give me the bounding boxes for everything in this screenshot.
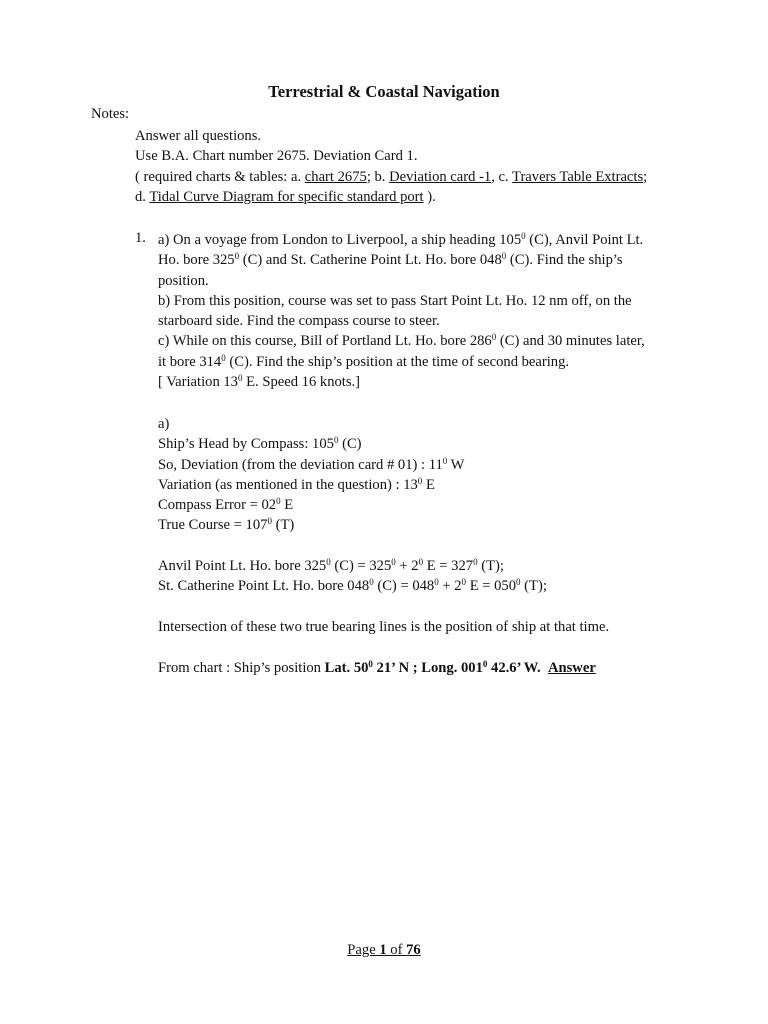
answer-deviation: So, Deviation (from the deviation card # 01) : $11^0$ W (158, 455, 465, 473)
notes-list (135, 126, 647, 207)
question-c-line: it bore $314^0$ (C). Find the ship’s position at the time of second bearing. (158, 352, 570, 370)
current-page-number: 1 (379, 942, 387, 958)
answer-compass-error: Compass Error = $02^0$ E (158, 496, 294, 514)
note-chart-number: Use B.A. Chart number 2675. Deviation Card 1. (135, 148, 418, 165)
spacer (158, 597, 609, 617)
question-text (158, 230, 673, 392)
answer-variation: Variation (as mentioned in the question) : $13^0$ E (158, 475, 435, 493)
answer-ship-position: From chart : Ship’s position Lat. $50^0$ 21’ N ; Long. $001^0$ 42.6’ W. Answer (158, 658, 596, 676)
question-number: 1. (135, 230, 146, 246)
answer-ships-head: Ship’s Head by Compass: $105^0$ (C) (158, 435, 362, 453)
page-footer: Page 1 of 76 (347, 942, 421, 958)
page-title: Terrestrial & Coastal Navigation (268, 82, 500, 101)
answer-anvil-bearing: Anvil Point Lt. Ho. bore $325^0$ $(C) = 325^0 + 2^0$ $E = 327^0$ (T); (158, 557, 504, 575)
question-b-line: starboard side. Find the compass course to steer. (158, 313, 440, 330)
notes-label: Notes: (91, 106, 130, 122)
answer-block (158, 414, 609, 678)
question-a-line: position. (158, 272, 209, 289)
note-required-charts: ( required charts & tables: a. chart 2675; b. Deviation card -1, c. Travers Table Extracts; (135, 168, 648, 185)
answer-word: Answer (547, 659, 596, 676)
link-deviation-card[interactable]: Deviation card -1 (389, 168, 492, 185)
answer-stcatherine-bearing: St. Catherine Point Lt. Ho. bore $048^0$ $(C) = 048^0 + 2^0$ $E = 050^0$ (T); (158, 577, 547, 595)
link-chart-2675[interactable]: chart 2675 (304, 168, 367, 185)
link-tidal-curve[interactable]: Tidal Curve Diagram for specific standard port (149, 188, 424, 205)
note-tidal-curve: d. Tidal Curve Diagram for specific standard port ). (135, 188, 436, 205)
position-latlong: Lat. $50^0$ 21’ N ; Long. $001^0$ 42.6’ W. (324, 658, 541, 676)
note-answer-all: Answer all questions. (135, 128, 262, 144)
question-a-line: a) On a voyage from London to Liverpool, a ship heading $105^0$ (C), Anvil Point Lt. (158, 231, 644, 248)
link-travers-table[interactable]: Travers Table Extracts (512, 168, 644, 185)
question-c-line: [ Variation $13^0$ E. Speed 16 knots.] (158, 373, 361, 391)
answer-label: a) (158, 416, 170, 432)
question-a-line: Ho. bore $325^0$ (C) and St. Catherine Point Lt. Ho. bore $048^0$ (C). Find the ship’s (158, 251, 623, 269)
question-c-line: c) While on this course, Bill of Portland Lt. Ho. bore $286^0$ (C) and 30 minutes later, (158, 332, 645, 350)
spacer (158, 637, 609, 657)
total-pages-number: 76 (406, 942, 421, 958)
spacer (158, 536, 609, 556)
answer-true-course: True Course = $107^0$ (T) (158, 516, 295, 534)
question-b-line: b) From this position, course was set to pass Start Point Lt. Ho. 12 nm off, on the (158, 292, 632, 309)
answer-intersection: Intersection of these two true bearing lines is the position of ship at that time. (158, 618, 610, 635)
